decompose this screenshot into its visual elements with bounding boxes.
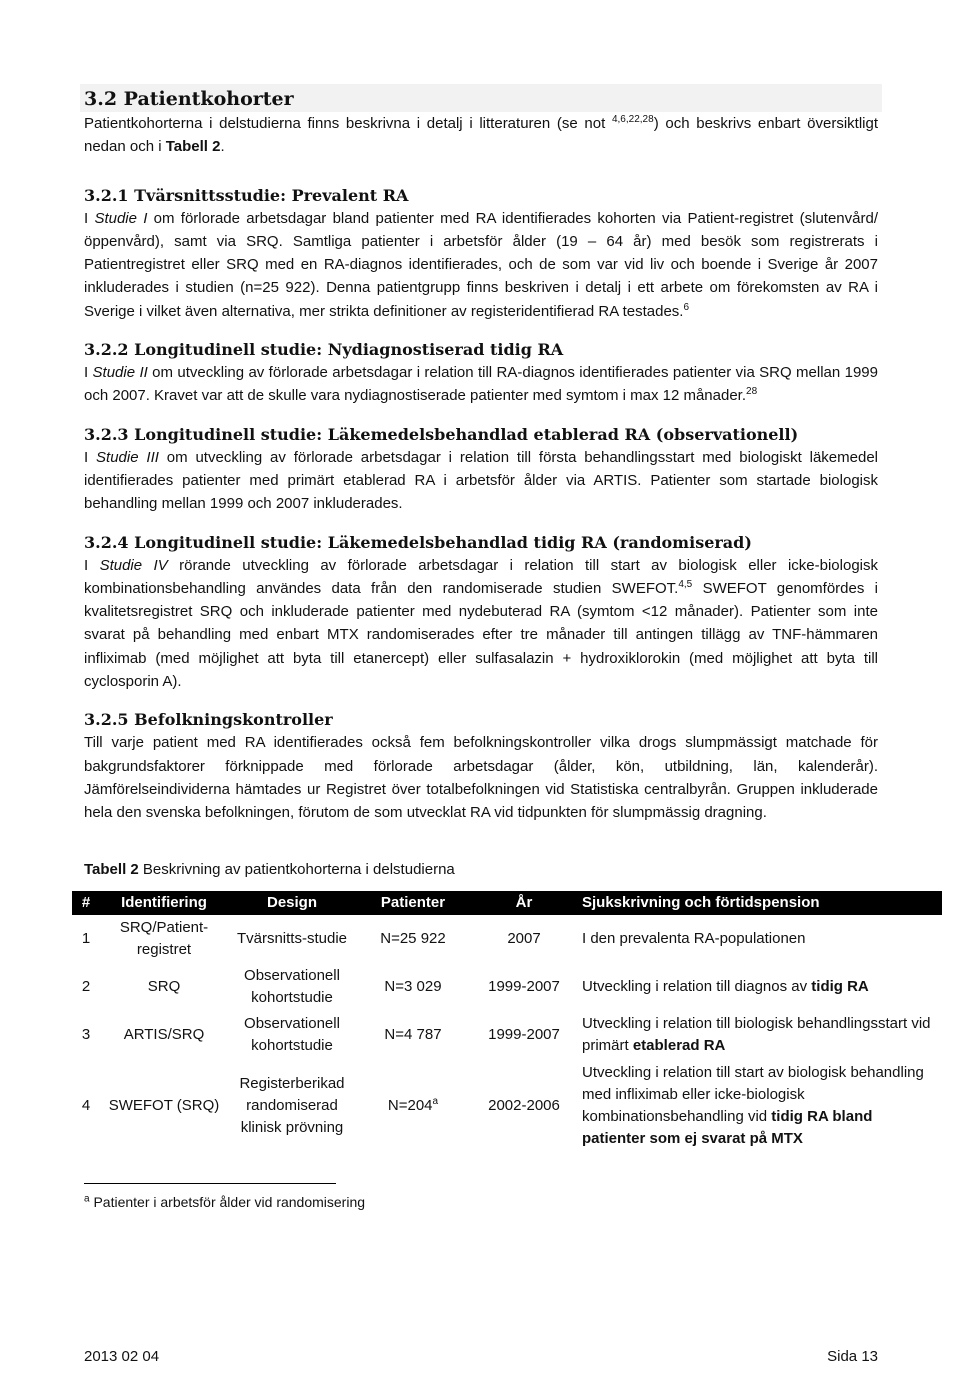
paragraph-3-2-1: I Studie I om förlorade arbetsdagar bland patienter med RA identifierades kohorten via Patient-registret (slutenvård/öppenvård), samt via SRQ. Samtliga patienter i arbetsför ålder (19 – 64 år) med besök som registrerats i Patientregistret eller SRQ med en RA-diagnos identifierades, och de som var vid liv och boende i Sverige år 2007 inkluderades i studien (n=25 922). Denna patientgrupp finns beskriven i detalj i ett arbete om förekomsten av RA i Sverige i vilket även alternativa, mer strikta definitioner av registeridentifierad RA testades.$^6$ <box>84 209 878 320</box>
paragraph-3-2-5: Till varje patient med RA identifierades också fem befolkningskontroller vilka drogs slumpmässigt matchade för bakgrundsfaktorer förknippade med förlorade arbetsdagar (ålder, kön, utbildning, län, kalenderår). Jämförelseindividerna hämtades ur Registret över totalbefolkningen vid Statistiska centralbyrån. Gruppen inkluderade hela den svenska befolkningen, förutom de som utvecklat RA vid tidpunkten för slumpmässig dragning. <box>84 734 878 822</box>
col-header-design: Design <box>228 891 356 915</box>
paragraph-3-2-3: I Studie III om utveckling av förlorade arbetsdagar i relation till första behandlingsstart med biologiskt läkemedel identifierades patienter med primärt etablerad RA i arbetsför ålder via ARTIS. Patienter som startade biologisk behandling mellan 1999 och 2007 inkluderades. <box>84 448 879 513</box>
citation-ref: 6 <box>683 301 690 313</box>
citation-ref: 4,6,22,28 <box>611 114 654 125</box>
page-footer <box>84 1348 878 1365</box>
col-header-year: År <box>470 891 578 915</box>
footnote-divider <box>84 1183 336 1184</box>
table-caption: Tabell 2 Beskrivning av patientkohorterna i delstudierna <box>84 860 455 878</box>
table-row: 1 SRQ/Patient-registret Tvärsnitts-studie N=25 922 2007 I den prevalenta RA-populationen <box>81 918 806 958</box>
section-heading-3-2-3: 3.2.3 Longitudinell studie: Läkemedelsbehandlad etablerad RA (observationell) <box>84 424 799 444</box>
table-header-row <box>72 891 942 915</box>
citation-ref: 28 <box>746 386 758 398</box>
paragraph-3-2-4: I Studie IV rörande utveckling av förlorade arbetsdagar i relation till start av biologisk eller icke-biologisk kombinationsbehandling användes data från den randomiserade studien SWEFOT.$^{4,5}$ SWEFOT genomfördes i kvalitetsregistret SRQ och inkluderade patienter med nydebuterad RA (symtom <12 månader). Patienter som inte svarat på behandling med enbart MTX randomiserades efter tre månader till antingen tillägg av TNF-hämmaren infliximab (med möjlighet att byta till etanercept) eller sulfasalazin + hydroxiklorokin (med möjlighet att byta till cyclosporin A). <box>84 556 879 691</box>
citation-ref: 4,5 <box>678 578 693 590</box>
cohort-table <box>72 891 942 1153</box>
document-body <box>81 84 931 1212</box>
section-heading-3-2-1: 3.2.1 Tvärsnittsstudie: Prevalent RA <box>84 185 409 205</box>
section-heading-3-2: 3.2 Patientkohorter <box>84 88 294 110</box>
paragraph-3-2: Patientkohorterna i delstudierna finns beskrivna i detalj i litteraturen (se not $^{4,6,22,28}$) och beskrivs enbart översiktligt nedan och i Tabell 2. <box>84 114 879 156</box>
table-footnote: $^a$ Patienter i arbetsför ålder vid randomisering <box>84 1192 366 1210</box>
section-heading-3-2-5: 3.2.5 Befolkningskontroller <box>84 710 333 730</box>
footer-date: 2013 02 04 <box>84 1348 160 1365</box>
table-row: 4 SWEFOT (SRQ) Registerberikad randomiserad klinisk prövning $N=204^a$ 2002-2006 Utveckling i relation till start av biologisk behandling med infliximab eller icke-biologisk kombinationsbehandling vid tidig RA bland patienter som ej svarat på MTX <box>81 1063 924 1147</box>
table-row: 3 ARTIS/SRQ Observationell kohortstudie N=4 787 1999-2007 Utveckling i relation till biologisk behandlingsstart vid primärt etablerad RA <box>81 1014 931 1054</box>
table-reference: Tabell 2 <box>165 138 221 156</box>
section-heading-3-2-4: 3.2.4 Longitudinell studie: Läkemedelsbehandlad tidig RA (randomiserad) <box>84 532 752 552</box>
section-heading-bar <box>80 84 882 112</box>
page-number: Sida 13 <box>827 1348 878 1365</box>
col-header-number: # <box>72 891 100 915</box>
col-header-sick-leave: Sjukskrivning och förtidspension <box>578 891 942 915</box>
table-row: 2 SRQ Observationell kohortstudie N=3 029 1999-2007 Utveckling i relation till diagnos av tidig RA <box>81 966 869 1006</box>
section-heading-3-2-2: 3.2.2 Longitudinell studie: Nydiagnostiserad tidig RA <box>84 340 564 360</box>
paragraph-3-2-2: I Studie II om utveckling av förlorade arbetsdagar i relation till RA-diagnos identifierades patienter via SRQ mellan 1999 och 2007. Kravet var att de skulle vara nydiagnostiserade patienter med symtom i max 12 månader.$^{28}$ <box>84 364 878 405</box>
col-header-identification: Identifiering <box>100 891 228 915</box>
col-header-patients: Patienter <box>356 891 470 915</box>
